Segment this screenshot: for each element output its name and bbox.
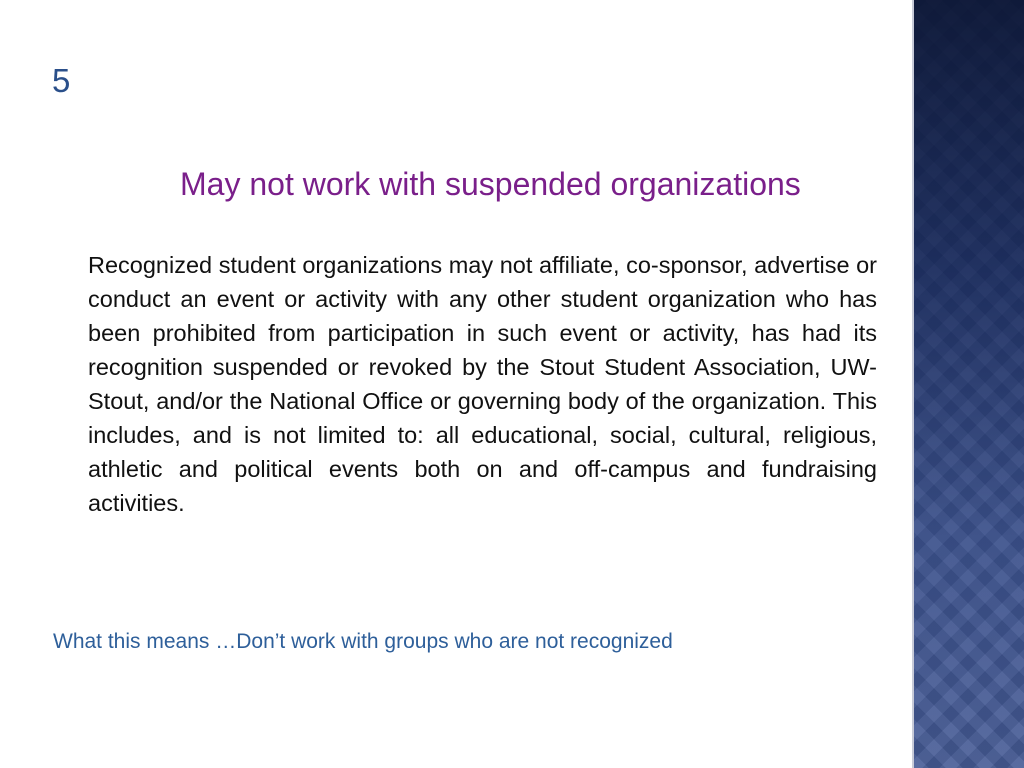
slide-number: 5	[52, 62, 71, 99]
slide-title: May not work with suspended organizations	[180, 166, 801, 202]
side-panel-edge	[912, 0, 914, 768]
body-paragraph: Recognized student organizations may not affiliate, co-sponsor, advertise or conduct an event or activity with any other student organization who has been prohibited from participation in such event or activity, has had its recognition suspended or revoked by the Stout Student Association, UW-Stout, and/or the National Office or governing body of the organization. This includes, and is not limited to: all educational, social, cultural, religious, athletic and political events both on and off-campus and fundraising activities.	[88, 252, 877, 516]
decorative-side-panel	[912, 0, 1024, 768]
footer-note: What this means …Don’t work with groups who are not recognized	[53, 630, 673, 653]
